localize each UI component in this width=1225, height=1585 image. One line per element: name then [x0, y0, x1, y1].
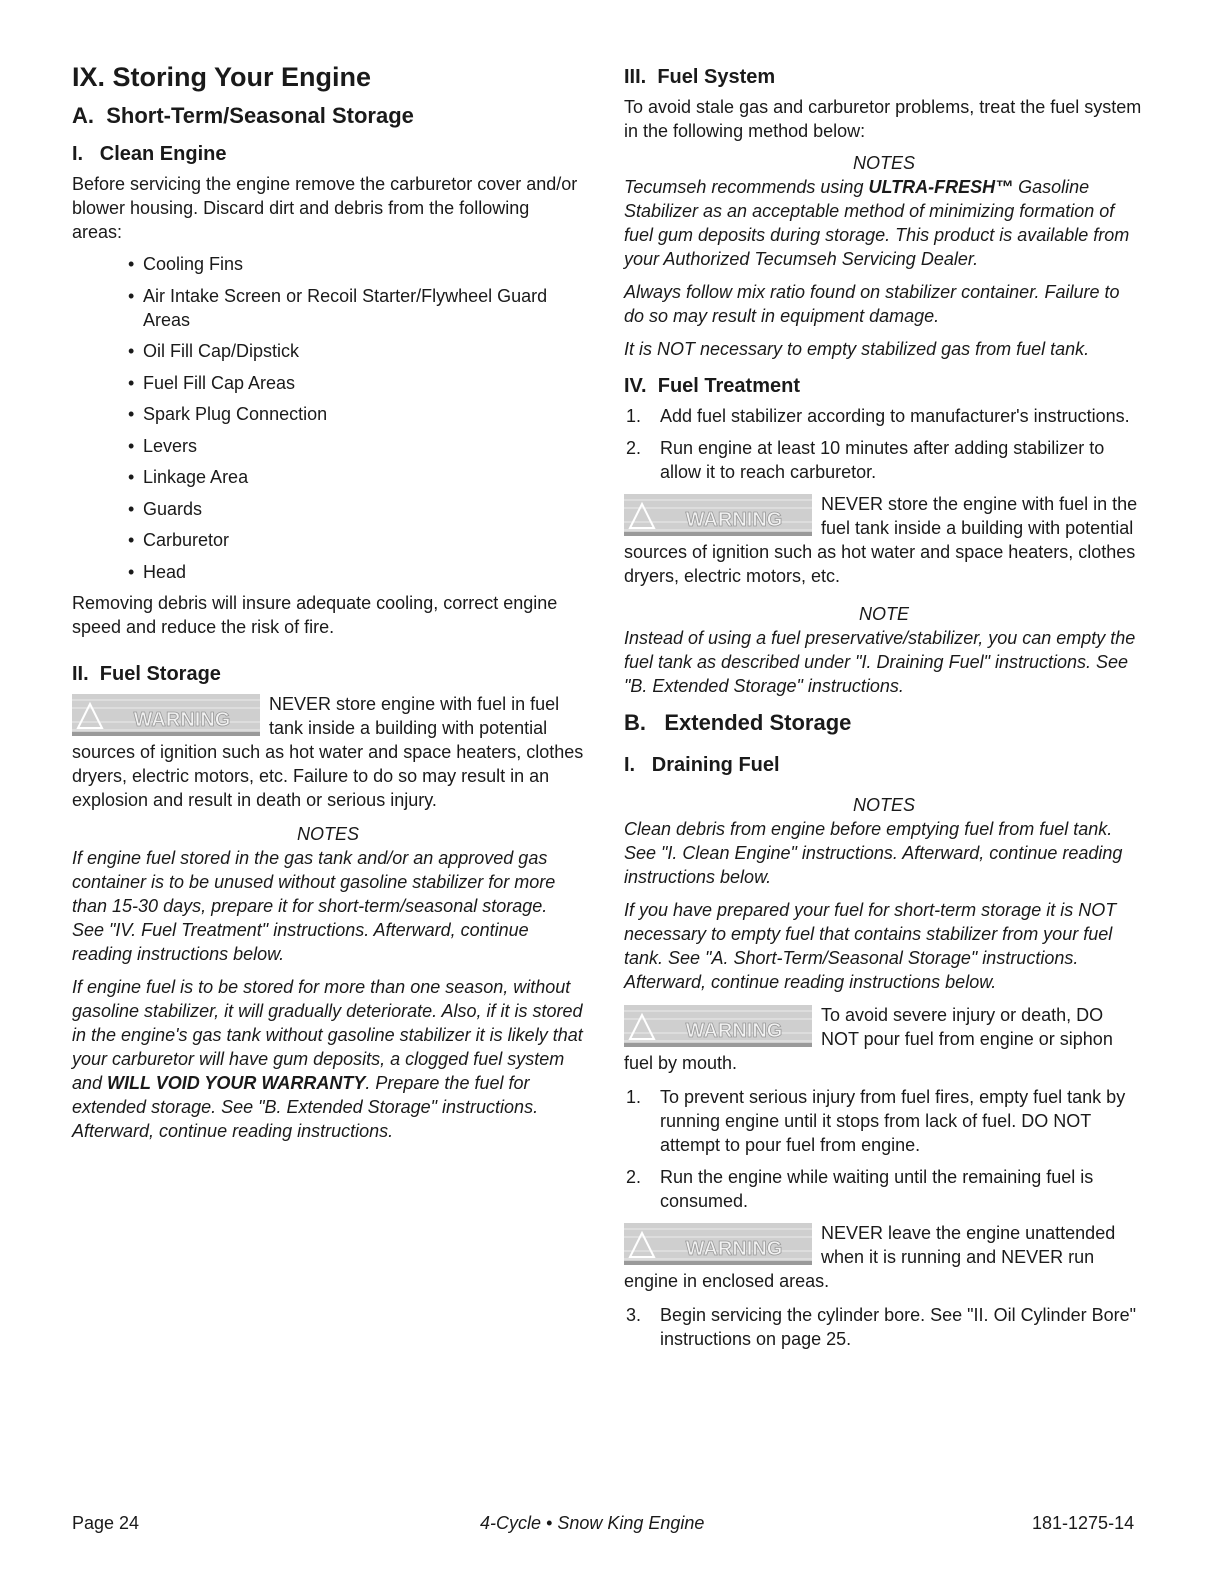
warning-icon: [624, 1005, 812, 1047]
fuel-system-intro: To avoid stale gas and carburetor problems, treat the fuel system in the following method below:: [624, 97, 1142, 141]
fuel-system-note-3: It is NOT necessary to empty stabilized gas from fuel tank.: [624, 339, 1090, 359]
warning-label-graphic: [72, 694, 260, 736]
draining-note-2: If you have prepared your fuel for short-term storage it is NOT necessary to empty fuel that contains stabilizer from your fuel tank. See "A. Short-Term/Seasonal Storage" instructions. Afterward, continue reading instructions below.: [624, 900, 1117, 992]
fuel-treatment-steps: [624, 404, 1144, 484]
warning-label-text: WARNING: [685, 1238, 783, 1260]
list-item: 1. To prevent serious injury from fuel fires, empty fuel tank by running engine until it stops from lack of fuel. DO NOT attempt to pour fuel from engine.: [626, 1087, 1126, 1155]
fuel-system-heading: III. Fuel System: [624, 66, 776, 88]
warning-label-graphic: [624, 1223, 812, 1265]
warning-label-text: WARNING: [685, 509, 783, 531]
fuel-storage-heading: II. Fuel Storage: [72, 663, 221, 685]
left-column: [72, 58, 584, 1152]
clean-engine-heading: I. Clean Engine: [72, 143, 227, 165]
draining-steps: [624, 1085, 1144, 1213]
right-column: [624, 58, 1144, 1359]
fuel-treatment-heading: IV. Fuel Treatment: [624, 375, 800, 397]
fuel-storage-note-1: If engine fuel stored in the gas tank and/or an approved gas container is to be unused without gasoline stabilizer for more than 15-30 days, prepare it for short-term/seasonal storage. See "IV. Fuel Treatment" instructions. Afterward, continue reading instructions below.: [72, 848, 556, 964]
clean-engine-closing: Removing debris will insure adequate cooling, correct engine speed and reduce the risk of fire.: [72, 593, 558, 637]
fuel-storage-note-2: If engine fuel is to be stored for more than one season, without gasoline stabilizer, it will gradually deteriorate. Also, if it is stored in the engine's gas tank without gasoline stabilizer it is likely that your carburetor will have gum deposits, a clogged fuel system and WILL VOID YOUR WARRANTY. Prepare the fuel for extended storage. See "B. Extended Storage" instructions. Afterward, continue reading instructions.: [72, 977, 583, 1141]
list-item: • Oil Fill Cap/Dipstick: [128, 339, 584, 363]
section-a-heading: A. Short-Term/Seasonal Storage: [72, 103, 414, 128]
list-item: 2. Run engine at least 10 minutes after adding stabilizer to allow it to reach carburetor.: [626, 438, 1105, 482]
fuel-system-note-2: Always follow mix ratio found on stabilizer container. Failure to do so may result in equipment damage.: [624, 282, 1120, 326]
warning-block: [72, 692, 584, 812]
draining-warning-2: NEVER leave the engine unattended when it is running and NEVER run engine in enclosed areas.: [624, 1223, 1116, 1291]
notes-title: NOTES: [852, 153, 915, 173]
draining-fuel-heading: I. Draining Fuel: [624, 754, 780, 776]
list-item: • Levers: [128, 434, 584, 458]
fuel-treatment-warning: NEVER store the engine with fuel in the fuel tank inside a building with potential sources of ignition such as hot water and space heaters, clothes dryers, electric motors, etc.: [624, 494, 1138, 586]
list-item: • Head: [128, 560, 584, 584]
clean-areas-list: [72, 252, 584, 584]
list-item: • Guards: [128, 497, 584, 521]
footer-page-number: Page 24: [72, 1513, 140, 1533]
fuel-storage-warning: NEVER store engine with fuel in fuel tank inside a building with potential sources of ignition such as hot water and space heaters, clothes dryers, electric motors, etc. Failure to do so may result in an explosion and result in death or serious injury.: [72, 694, 584, 810]
footer-document-number: 181-1275-14: [1032, 1513, 1135, 1533]
list-item: • Linkage Area: [128, 465, 584, 489]
footer-manual-title: 4-Cycle • Snow King Engine: [480, 1513, 705, 1533]
draining-note-1: Clean debris from engine before emptying fuel from fuel tank. See "I. Clean Engine" instructions. Afterward, continue reading instructions below.: [624, 819, 1123, 887]
warranty-warning: WILL VOID YOUR WARRANTY: [107, 1073, 366, 1093]
warning-block: [624, 1003, 1144, 1075]
warning-icon: [624, 1223, 812, 1265]
list-item: 1. Add fuel stabilizer according to manufacturer's instructions.: [626, 406, 1130, 426]
clean-engine-section: [72, 143, 584, 639]
notes-title: NOTES: [296, 824, 359, 844]
fuel-treatment-section: [624, 375, 1144, 698]
warning-block: [624, 492, 1144, 588]
clean-engine-intro: Before servicing the engine remove the carburetor cover and/or blower housing. Discard dirt and debris from the following areas:: [72, 174, 578, 242]
warning-label-text: WARNING: [685, 1020, 783, 1042]
page-title: IX. Storing Your Engine: [72, 62, 372, 92]
section-b-heading: B. Extended Storage: [624, 710, 852, 735]
warning-icon: [72, 694, 260, 736]
list-item: 2. Run the engine while waiting until the remaining fuel is consumed.: [626, 1167, 1094, 1211]
fuel-system-note-1: Tecumseh recommends using ULTRA-FRESH™ Gasoline Stabilizer as an acceptable method of minimizing formation of fuel gum deposits during storage. This product is available from your Authorized Tecumseh Servicing Dealer.: [624, 177, 1130, 269]
ultra-fresh-product: ULTRA-FRESH™: [868, 177, 1014, 197]
fuel-treatment-note: Instead of using a fuel preservative/stabilizer, you can empty the fuel tank as described under "I. Draining Fuel" instructions. See "B. Extended Storage" instructions.: [624, 628, 1136, 696]
list-item: 3. Begin servicing the cylinder bore. See "II. Oil Cylinder Bore" instructions on page 25.: [626, 1305, 1136, 1349]
warning-label-text: WARNING: [133, 709, 231, 731]
list-item: • Spark Plug Connection: [128, 402, 584, 426]
warning-label-graphic: [624, 494, 812, 536]
fuel-storage-section: [72, 663, 584, 1143]
draining-warning-1: To avoid severe injury or death, DO NOT pour fuel from engine or siphon fuel by mouth.: [624, 1005, 1113, 1073]
fuel-system-section: [624, 66, 1144, 361]
note-title: NOTE: [858, 604, 909, 624]
warning-block: [624, 1221, 1144, 1293]
list-item: • Carburetor: [128, 528, 584, 552]
list-item: • Air Intake Screen or Recoil Starter/Flywheel Guard Areas: [128, 284, 584, 332]
list-item: • Cooling Fins: [128, 252, 584, 276]
draining-steps-continued: [624, 1303, 1144, 1351]
notes-title: NOTES: [852, 795, 915, 815]
draining-fuel-section: [624, 754, 1144, 1351]
warning-label-graphic: [624, 1005, 812, 1047]
list-item: • Fuel Fill Cap Areas: [128, 371, 584, 395]
warning-icon: [624, 494, 812, 536]
